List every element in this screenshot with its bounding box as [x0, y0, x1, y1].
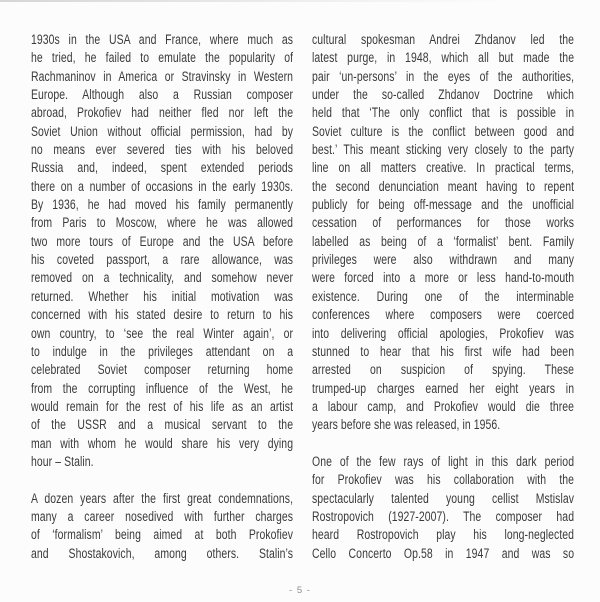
text-line: and Shostakovich, among others. Stalin’s — [31, 545, 294, 561]
text-line: to indulge in the privileges attendant on a — [31, 343, 294, 359]
text-line: Cello Concerto Op.58 in 1947 and was so — [312, 545, 575, 561]
text-line: of ‘formalism’ being aimed at both Prokofiev — [31, 527, 294, 543]
text-line: his coveted passport, a rare allowance, was — [31, 252, 294, 268]
text-line: the second denunciation meant having to repent — [312, 178, 575, 194]
text-line: of the USSR and a musical servant to the — [31, 417, 294, 433]
text-line: A dozen years after the first great condemnations, — [31, 490, 294, 506]
text-line: removed on a technicality, and somehow never — [31, 270, 294, 286]
text-line: Rachmaninov in America or Stravinsky in Western — [31, 68, 294, 84]
page-number: - 5 - — [289, 585, 311, 596]
text-line: under the so-called Zhdanov Doctrine which — [312, 87, 575, 103]
text-line: many a career nosedived with further charges — [31, 508, 294, 524]
text-line: there on a number of occasions in the early 1930s. — [31, 178, 294, 194]
text-line: publicly for being off-message and the unofficial — [312, 197, 575, 213]
text-line: a labour camp, and Prokofiev would die three — [312, 398, 575, 414]
text-line: hour – Stalin. — [31, 453, 94, 469]
text-line: no means ever severed ties with his beloved — [31, 142, 294, 158]
text-line: best.’ This meant sticking very closely to the party — [312, 142, 575, 158]
text-line: pair ‘un-persons’ in the eyes of the authorities, — [312, 68, 575, 84]
text-line: into delivering official apologies, Prokofiev was — [312, 325, 575, 341]
text-line: labelled as being of a ‘formalist’ bent. Family — [312, 233, 575, 249]
text-line: arrested on suspicion of spying. These — [312, 362, 575, 378]
text-line: privileges were also withdrawn and many — [312, 252, 575, 268]
text-line: Russia and, indeed, spent extended periods — [31, 160, 294, 176]
text-line: cultural spokesman Andrei Zhdanov led the — [312, 32, 575, 47]
text-line: Europe. Although also a Russian composer — [31, 87, 294, 103]
text-line: celebrated Soviet composer returning home — [31, 362, 294, 378]
text-line: Soviet culture is the conflict between good and — [312, 123, 575, 139]
paragraph — [312, 453, 574, 563]
text-column-left — [31, 31, 293, 563]
text-line: years before she was released, in 1956. — [312, 417, 501, 433]
text-line: One of the few rays of light in this dark period — [312, 453, 575, 469]
text-line: two more tours of Europe and the USA before — [31, 233, 294, 249]
text-line: latest purge, in 1948, which all but made the — [312, 50, 575, 66]
text-line: would remain for the rest of his life as an artist — [31, 398, 294, 414]
text-line: held that ‘The only conflict that is possible in — [312, 105, 575, 121]
text-line: conferences where composers were coerced — [312, 307, 575, 323]
text-line: were forced into a more or less hand-to-mouth — [312, 270, 575, 286]
paragraph — [31, 490, 293, 563]
text-line: Rostropovich (1927-2007). The composer had — [312, 508, 575, 524]
text-line: he tried, he failed to emulate the popularity of — [31, 50, 294, 66]
text-line: returned. Whether his initial motivation was — [31, 288, 294, 304]
text-line: existence. During one of the interminable — [312, 288, 575, 304]
text-line: By 1936, he had moved his family permanently — [31, 197, 294, 213]
text-line: concerned with his stated desire to return to his — [31, 307, 294, 323]
text-line: from the corrupting influence of the West, he — [31, 380, 294, 396]
text-line: line on all matters creative. In practical terms, — [312, 160, 575, 176]
text-line: heard Rostropovich play his long-neglected — [312, 527, 575, 543]
text-line: from Paris to Moscow, where he was allowed — [31, 215, 294, 231]
text-line: trumped-up charges earned her eight years in — [312, 380, 575, 396]
text-line: stunned to hear that his first wife had been — [312, 343, 575, 359]
text-line: own country, to ‘see the real Winter again’, or — [31, 325, 294, 341]
text-line: man with whom he would share his very dying — [31, 435, 294, 451]
text-line: 1930s in the USA and France, where much as — [31, 32, 294, 47]
text-line: for Prokofiev was his collaboration with the — [312, 472, 575, 488]
paragraph — [312, 31, 574, 435]
text-line: cessation of performances for those works — [312, 215, 575, 231]
text-line: spectacularly talented young cellist Mstislav — [312, 490, 575, 506]
text-line: Soviet Union without official permission, had by — [31, 123, 294, 139]
paragraph — [31, 31, 293, 471]
text-column-right — [312, 31, 574, 563]
text-line: abroad, Prokofiev had neither fled nor left the — [31, 105, 294, 121]
